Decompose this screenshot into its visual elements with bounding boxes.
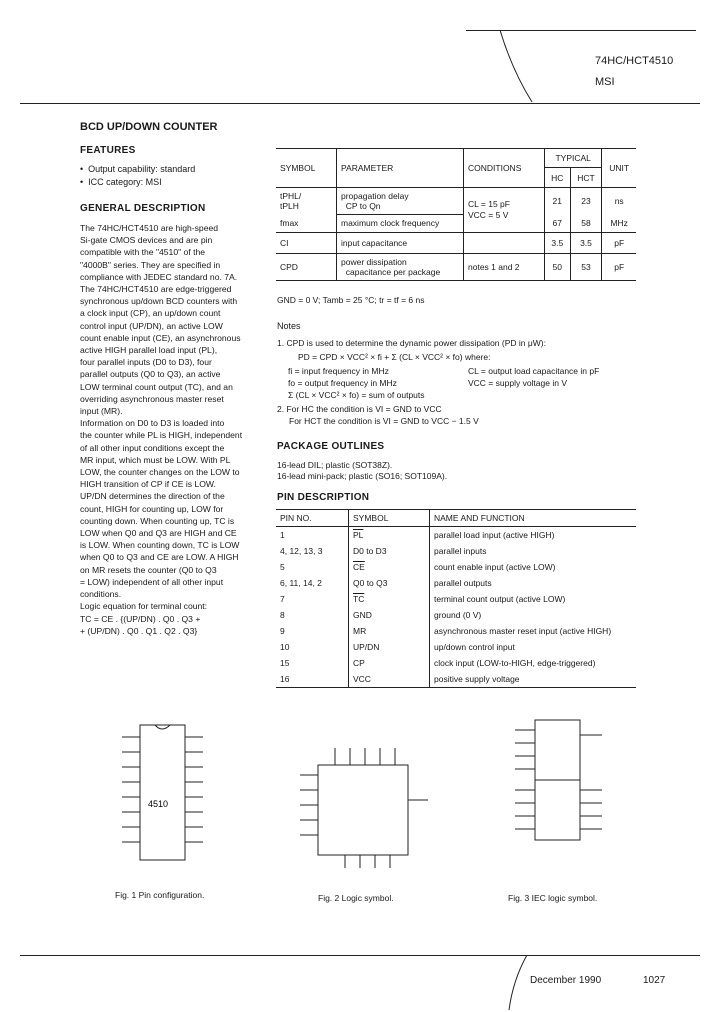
pin-row: 1 $\overline{PL}$ parallel load input (active HIGH) (276, 527, 636, 544)
note-line: fo = output frequency in MHz (288, 378, 397, 388)
feature-item-2: • ICC category: MSI (80, 177, 162, 187)
note-line: 2. For HC the condition is VI = GND to VCC (277, 404, 442, 414)
features-heading: FEATURES (80, 145, 136, 156)
spec-row: CPD power dissipation capacitance per package notes 1 and 2 50 53 pF (276, 254, 636, 281)
part-number: 74HC/HCT4510 (595, 55, 674, 67)
general-description: The 74HC/HCT4510 are high-speed Si-gate CMOS devices and are pin compatible with the "4510" of the "4000B" series. They are specified in compliance with JEDEC standard no. 7A. The 74HC/HCT4510 are edge-triggered synchronous up/down BCD counters with a clock input (CP), an up/down count control input (UP/DN), an active LOW count enable input (CE), an asynchronous active HIGH parallel load input (PL), four parallel inputs (D0 to D3), four parallel outputs (Q0 to Q3), an active LOW terminal count output (TC), and an overriding asynchronous master reset input (MR). Information on D0 to D3 is loaded into the counter while PL is HIGH, independent of all other input conditions except the MR input, which must be LOW. With PL LOW, the counter changes on the LOW to HIGH transition of CP if CE is LOW. UP/DN determines the direction of the count, HIGH for counting up, LOW for counting down. When counting up, TC is LOW when Q0 and Q3 are HIGH and CE is LOW. When counting down, TC is LOW when Q0 to Q3 and CE are LOW. A HIGH on MR resets the counter (Q0 to Q3 = LOW) independent of all other input conditions. Logic equation for terminal count: TC = CE . {(UP/DN) . Q0 . Q3 + + (UP/DN) . Q0 . Q1 . Q2 . Q3} (80, 223, 243, 636)
spec-row: CI input capacitance 3.5 3.5 pF (276, 233, 636, 254)
pin-table (276, 509, 636, 688)
note-line: CL = output load capacitance in pF (468, 366, 600, 376)
page-title: BCD UP/DOWN COUNTER (80, 121, 218, 133)
pin-row: 16 VCC positive supply voltage (276, 671, 636, 688)
pin-configuration-diagram (100, 715, 230, 875)
spec-row: fmax maximum clock frequency 67 58 MHz (276, 214, 636, 233)
th-pin-symbol: SYMBOL (349, 510, 430, 527)
package-line-2: 16-lead mini-pack; plastic (SO16; SOT109A). (277, 471, 448, 481)
note-line: Σ (CL × VCC² × fo) = sum of outputs (288, 390, 425, 400)
pin-row: 4, 12, 13, 3 D0 to D3 parallel inputs (276, 543, 636, 559)
th-hc: HC (545, 168, 571, 188)
fig2-caption: Fig. 2 Logic symbol. (318, 893, 394, 903)
chip-label: 4510 (148, 799, 169, 809)
th-hct: HCT (570, 168, 602, 188)
note-line: 1. CPD is used to determine the dynamic power dissipation (PD in μW): (277, 338, 546, 348)
general-heading: GENERAL DESCRIPTION (80, 203, 206, 214)
iec-logic-symbol-diagram (510, 715, 620, 875)
spec-footnote: GND = 0 V; Tamb = 25 °C; tr = tf = 6 ns (277, 295, 425, 305)
th-parameter: PARAMETER (337, 149, 464, 188)
pins-heading: PIN DESCRIPTION (277, 492, 370, 503)
pin-row: 15 CP clock input (LOW-to-HIGH, edge-triggered) (276, 655, 636, 671)
package-line-1: 16-lead DIL; plastic (SOT38Z). (277, 460, 393, 470)
th-pin-no: PIN NO. (276, 510, 349, 527)
th-symbol: SYMBOL (276, 149, 337, 188)
series-label: MSI (595, 76, 615, 88)
footer-date: December 1990 (530, 975, 602, 986)
pin-row: 7 $\overline{TC}$ terminal count output (active LOW) (276, 591, 636, 607)
spec-table (276, 149, 636, 281)
package-heading: PACKAGE OUTLINES (277, 441, 385, 452)
th-typical: TYPICAL (545, 149, 602, 168)
note-line: VCC = supply voltage in V (468, 378, 567, 388)
th-conditions: CONDITIONS (464, 149, 545, 188)
footer-page-number: 1027 (643, 975, 666, 986)
pin-row: 9 MR asynchronous master reset input (active HIGH) (276, 623, 636, 639)
pin-row: 5 $\overline{CE}$ count enable input (active LOW) (276, 559, 636, 575)
th-pin-name: NAME AND FUNCTION (434, 513, 525, 523)
spec-row: tPHL/ tPLH propagation delay CP to Qn CL = 15 pF VCC = 5 V 21 23 ns (276, 188, 636, 215)
pin-row: 6, 11, 14, 2 Q0 to Q3 parallel outputs (276, 575, 636, 591)
fig1-caption: Fig. 1 Pin configuration. (115, 890, 205, 900)
feature-item-1: • Output capability: standard (80, 164, 196, 174)
note-line: For HCT the condition is VI = GND to VCC − 1.5 V (289, 416, 479, 426)
pin-row: 8 GND ground (0 V) (276, 607, 636, 623)
note-line: PD = CPD × VCC² × fi + Σ (CL × VCC² × fo) where: (298, 352, 491, 362)
fig3-caption: Fig. 3 IEC logic symbol. (508, 893, 598, 903)
note-line: fi = input frequency in MHz (288, 366, 389, 376)
logic-symbol-diagram (300, 740, 440, 870)
th-unit: UNIT (609, 163, 630, 173)
header-decoration (500, 30, 540, 105)
notes-heading: Notes (277, 321, 301, 331)
pin-row: 10 UP/DN up/down control input (276, 639, 636, 655)
